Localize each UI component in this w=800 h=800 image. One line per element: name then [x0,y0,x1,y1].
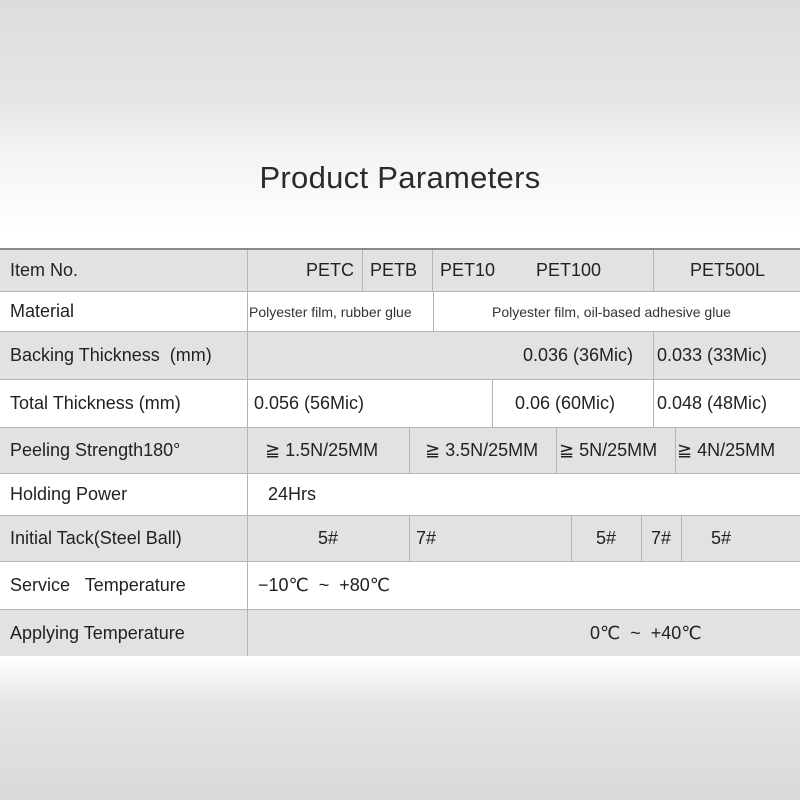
total-thickness-cell: 0.06 (60Mic) [515,393,616,413]
table-row-material [0,292,800,332]
row-label: Applying Temperature [10,622,185,643]
initial-tack-cell: 5# [595,528,617,548]
initial-tack-cell: 5# [710,528,732,548]
backing-thickness-cell: 0.036 (36Mic) [522,345,633,365]
page-title: Product Parameters [259,160,541,195]
total-thickness-cell: 0.048 (48Mic) [657,393,768,413]
holding-power-cell: 24Hrs [268,484,317,504]
applying-temperature-cell: 0℃ ~ +40℃ [590,622,702,643]
peeling-strength-cell: ≧ 1.5N/25MM [265,440,379,460]
material-cell: Polyester film, rubber glue [249,303,412,320]
row-label: Total Thickness (mm) [10,393,181,413]
table-row-applying-temperature [0,610,800,656]
initial-tack-cell: 7# [650,528,672,548]
initial-tack-cell: 5# [317,528,339,548]
row-label: Peeling Strength180° [10,440,181,460]
service-temperature-cell: −10℃ ~ +80℃ [258,575,391,595]
table-row-holding-power [0,474,800,516]
total-thickness-cell: 0.056 (56Mic) [254,393,365,413]
item-no-cell: PETC [305,260,354,280]
parameters-table [0,248,800,656]
backing-thickness-cell: 0.033 (33Mic) [657,345,768,365]
table-row-peeling-strength [0,428,800,474]
peeling-strength-cell: ≧ 5N/25MM [559,440,658,460]
peeling-strength-cell: ≧ 3.5N/25MM [425,440,539,460]
row-label: Holding Power [10,484,128,504]
table-row-item-no [0,250,800,292]
item-no-cell: PET10 [440,260,496,280]
item-no-cell: PET500L [690,260,766,280]
material-cell: Polyester film, oil-based adhesive glue [492,303,731,320]
row-label: Material [10,301,75,321]
row-label: Backing Thickness (mm) [10,345,212,365]
table-row-total-thickness [0,380,800,428]
initial-tack-cell: 7# [416,528,437,548]
table-row-initial-tack [0,516,800,562]
item-no-cell: PET100 [536,260,602,280]
table-row-service-temperature [0,562,800,610]
peeling-strength-cell: ≧ 4N/25MM [677,440,776,460]
header-background [0,0,800,145]
item-no-cell: PETB [370,260,418,280]
table-row-backing-thickness [0,332,800,380]
row-label: Item No. [10,260,79,280]
row-label: Initial Tack(Steel Ball) [10,528,182,548]
footer-background [0,656,800,800]
row-label: Service Temperature [10,575,186,595]
